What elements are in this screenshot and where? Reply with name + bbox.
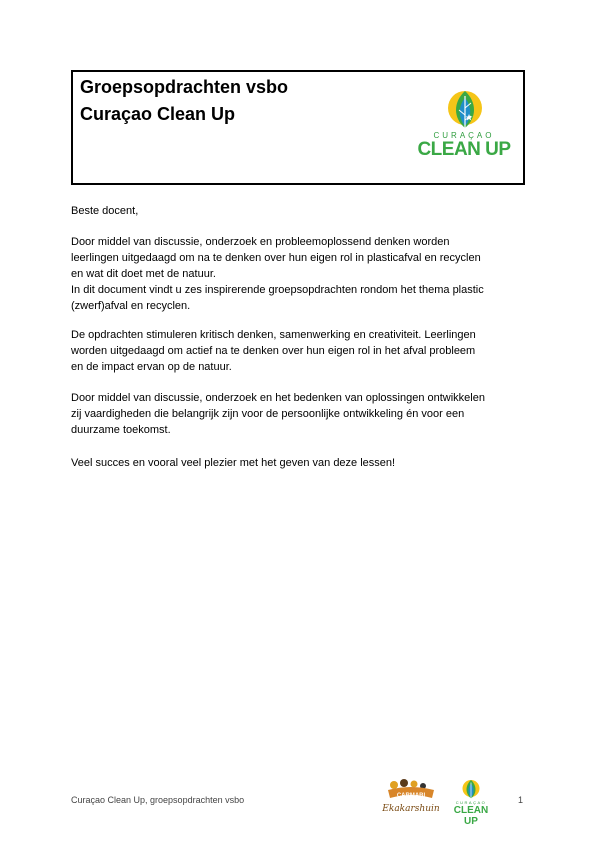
paragraph-2 bbox=[71, 327, 531, 375]
page-number: 1 bbox=[518, 795, 524, 805]
closing-line: Veel succes en vooral veel plezier met het geven van deze lessen! bbox=[71, 457, 396, 469]
paragraph-line: Door middel van discussie, onderzoek en probleemoplossend denken worden bbox=[71, 236, 450, 248]
curacao-clean-up-logo bbox=[415, 88, 513, 164]
paragraph-line: en de impact ervan op de natuur. bbox=[71, 361, 232, 373]
paragraph-line: worden uitgedaagd om actief na te denken over hun eigen rol in het afval probleem bbox=[71, 345, 476, 357]
paragraph-line: (zwerf)afval en recyclen. bbox=[71, 300, 191, 312]
curacao-clean-up-logo-small bbox=[446, 778, 496, 827]
footer-text: Curaçao Clean Up, groepsopdrachten vsbo bbox=[71, 795, 245, 805]
paragraph-3 bbox=[71, 390, 531, 438]
leaf-sun-emblem-icon bbox=[461, 778, 481, 800]
carmabi-script: Ekakarshuin bbox=[382, 804, 440, 814]
paragraph-1 bbox=[71, 234, 531, 314]
carmabi-logo-icon bbox=[382, 778, 440, 820]
document-subtitle: Curaçao Clean Up bbox=[80, 104, 236, 124]
document-title: Groepsopdrachten vsbo bbox=[80, 77, 289, 97]
logo-cleanup-text: CLEAN UP bbox=[417, 139, 511, 160]
paragraph-line: zij vaardigheden die belangrijk zijn voor de persoonlijke ontwikkeling én voor een bbox=[71, 408, 465, 420]
carmabi-logo-graphic bbox=[382, 778, 440, 820]
logo-curacao-text: CURAÇAO bbox=[455, 800, 487, 805]
paragraph-line: leerlingen uitgedaagd om na te denken over hun eigen rol in plasticafval en recyclen bbox=[71, 252, 481, 264]
paragraph-line: Door middel van discussie, onderzoek en het bedenken van oplossingen ontwikkelen bbox=[71, 392, 485, 404]
greeting: Beste docent, bbox=[71, 205, 139, 217]
carmabi-name: CARMABI bbox=[396, 793, 426, 799]
leaf-sun-emblem-icon bbox=[445, 88, 485, 130]
paragraph-line: In dit document vindt u zes inspirerende groepsopdrachten rondom het thema plastic bbox=[71, 284, 484, 296]
paragraph-line: en wat dit doet met de natuur. bbox=[71, 268, 216, 280]
logo-curacao-text: CURAÇAO bbox=[433, 131, 495, 140]
title-box bbox=[71, 70, 525, 185]
paragraph-line: De opdrachten stimuleren kritisch denken, samenwerking en creativiteit. Leerlingen bbox=[71, 329, 476, 341]
paragraph-line: duurzame toekomst. bbox=[71, 424, 171, 436]
logo-cleanup-text: CLEAN UP bbox=[453, 805, 489, 827]
